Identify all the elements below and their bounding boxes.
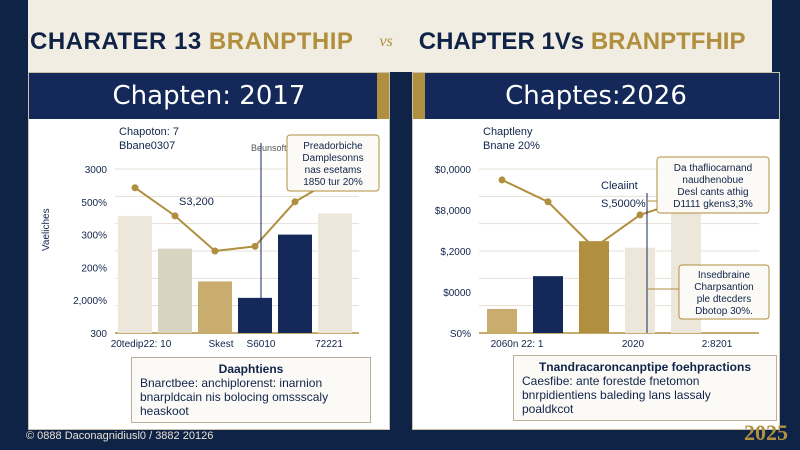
- x-tick-label: Skest: [208, 339, 234, 350]
- bar: [198, 281, 232, 333]
- bar-value-label: S3,200: [179, 196, 214, 208]
- callout-line: nas esetams: [304, 165, 362, 176]
- panel-title: Chaptes:2026: [505, 81, 687, 111]
- title-vs: vs: [379, 33, 393, 50]
- title-right-gold: BRANPTFHIP: [590, 28, 746, 55]
- chart-subtitle: Bbane0307: [119, 140, 176, 152]
- y-tick-label: $0,0000: [434, 165, 471, 176]
- y-tick-label: 200%: [81, 263, 107, 275]
- callout-line: Preadorbiche: [303, 141, 363, 152]
- callout-line: Insedbraine: [697, 270, 751, 281]
- callout-line: D1111 gkens3,3%: [673, 199, 753, 210]
- series-point: [292, 198, 299, 205]
- series-point: [591, 244, 598, 251]
- callout-line: Damplesonns: [302, 153, 364, 164]
- right-edge: [772, 0, 800, 72]
- bar: [579, 241, 609, 333]
- caption-2026: [513, 355, 777, 421]
- caption-line: Caesfibe: ante forestde fnetomon: [522, 374, 700, 388]
- main-title: [30, 22, 745, 62]
- callout-line: Dbotop 30%.: [695, 306, 753, 317]
- y-axis-label: Vaeliches: [41, 208, 52, 251]
- y-tick-label: S0%: [449, 329, 471, 340]
- chart-subtitle: Chaptleny: [483, 126, 533, 138]
- callout-line: naudhenobue: [682, 175, 744, 186]
- bar: [158, 249, 192, 333]
- left-edge: [0, 0, 28, 450]
- bar-value-label: S,5000%: [601, 198, 646, 210]
- bar: [118, 216, 152, 333]
- caption-title: Daaphtiens: [218, 362, 284, 376]
- x-tick-label: 20tedip22: 10: [110, 339, 172, 350]
- caption-title: Tnandracaroncanptipe foehpractions: [538, 360, 752, 374]
- callout-line: Charpsantion: [694, 282, 754, 293]
- caption-line: bnrpidientiens baleding lans lassaly: [522, 388, 711, 402]
- callout-line: 1850 tur 20%: [303, 177, 363, 188]
- series-point: [132, 184, 139, 191]
- series-point: [545, 198, 552, 205]
- series-point: [499, 176, 506, 183]
- title-left-gold: BRANPTHIP: [208, 28, 354, 55]
- panel-2026: [412, 72, 780, 430]
- y-tick-label: 300%: [81, 230, 107, 242]
- panel-2017: [28, 72, 390, 430]
- center-divider: [388, 72, 414, 450]
- chart-subtitle: Bnane 20%: [483, 140, 540, 152]
- y-tick-label: 2,000%: [73, 296, 107, 308]
- bar: [238, 298, 272, 333]
- title-right: [419, 28, 746, 56]
- x-tick-label: 2:8201: [701, 339, 733, 350]
- caption-line: Bnarctbee: anchiplorenst: inarnion: [140, 376, 323, 390]
- top-note: Beunsoft: [251, 143, 287, 153]
- caption-line: heaskoot: [140, 404, 189, 418]
- bar: [318, 214, 352, 333]
- caption-2017: [131, 357, 371, 423]
- bar: [278, 235, 312, 333]
- y-tick-label: 500%: [81, 197, 107, 209]
- y-tick-label: $8,0000: [434, 206, 471, 217]
- footer-logo: 2025: [744, 420, 788, 445]
- callout-line: ple dtecders: [696, 294, 752, 305]
- series-point: [252, 243, 259, 250]
- bar: [533, 276, 563, 333]
- chart-subtitle: Chapoton: 7: [119, 126, 179, 138]
- series-point: [172, 212, 179, 219]
- x-tick-label: 2060n 22: 1: [490, 339, 544, 350]
- bar: [625, 248, 655, 333]
- caption-line: poaldkcot: [522, 402, 574, 416]
- y-tick-label: $0000: [443, 288, 471, 299]
- series-point: [637, 211, 644, 218]
- y-tick-label: 300: [90, 329, 107, 340]
- bar: [487, 309, 517, 333]
- callout-line: Desl cants athig: [677, 187, 749, 198]
- title-right-plain: CHAPTER 1Vs: [418, 28, 585, 55]
- x-tick-label: 2020: [621, 339, 645, 350]
- bar-title: Cleaiint: [601, 180, 638, 192]
- panel-title: Chapten: 2017: [112, 81, 306, 111]
- caption-line: bnarpldcain nis bolocing omssscaly: [140, 390, 329, 404]
- y-tick-label: 3000: [84, 165, 107, 176]
- callout-line: Da thafliocarnand: [673, 163, 753, 174]
- x-tick-label: S6010: [246, 339, 276, 350]
- footer-copyright: © 0888 Daconagnidiusl0 / 3882 20126: [26, 430, 214, 442]
- y-tick-label: $,2000: [440, 247, 471, 258]
- x-tick-label: 72221: [315, 339, 343, 350]
- title-left-plain: CHARATER 13: [30, 28, 202, 55]
- series-point: [212, 248, 219, 255]
- title-left: [30, 28, 353, 56]
